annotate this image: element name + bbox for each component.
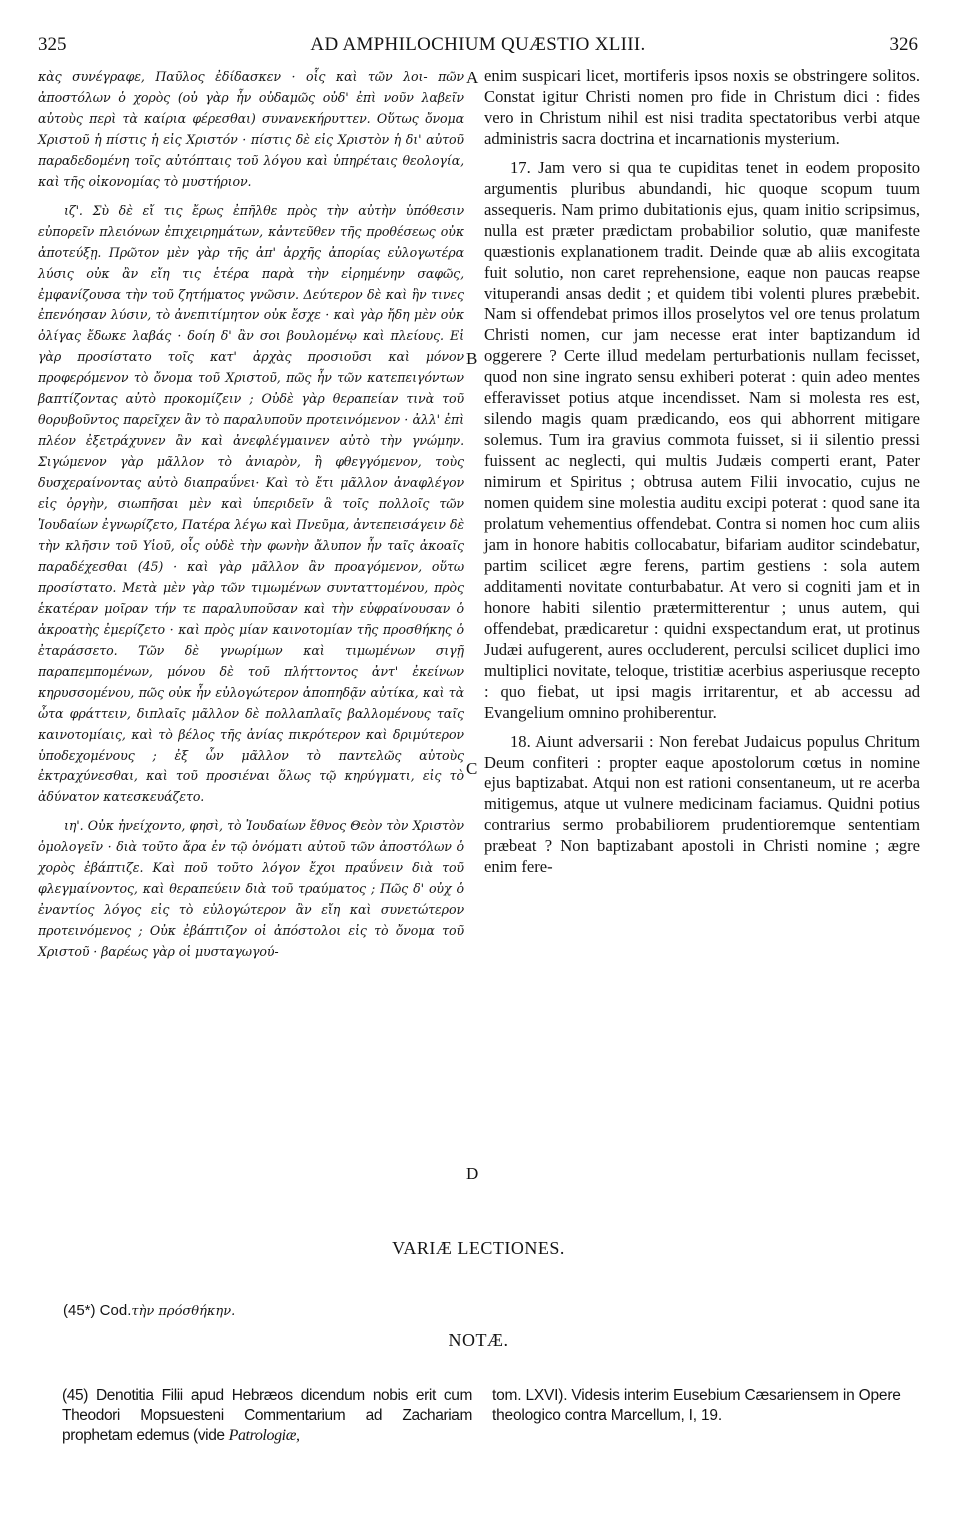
greek-section-number-17: ιζ'. [64, 202, 83, 218]
greek-paragraph-2-text: Σὺ δὲ εἴ τις ἔρως ἐπῆλθε πρὸς τὴν αὐτὴν ὑπόθεσιν εὐπορεῖν πλειόνων ἐπιχειρημάτων, κἀντεῦθεν τῆς προθέσεως οὐκ ἀποτεύξῃ. Πρῶτον μὲν γὰρ τῆς ἀπ' ἀρχῆς ἀπορίας εὐλογωτέρα λύσις οὐκ ἂν εἴη τις ἑτέρα παρὰ τὴν εἰρημένην σαφῶς, ἐμφανίζουσα τὴν τοῦ ζητήματος γνῶσιν. Δεύτερον δὲ καὶ ἣν τινες ἐπενόησαν λύσιν, τὸ ἀνεπιτίμητον οὐκ ἔσχε · καὶ γὰρ ἤδη μὲν οὐκ ὀλίγας ἔδωκε λαβάς · δοίη δ' ἂν σοι βουλομένῳ καὶ πλείους. Εἰ γὰρ προσίστατο τοῖς κατ' ἀρχὰς προσιοῦσι καὶ μόνον προφερόμενον τὸ ὄνομα τοῦ Χριστοῦ, πῶς ἦν τῶν κατεπειγόντων βαπτίζοντας αὐτὸ προκομίζειν ; Οὐδὲ γὰρ θεραπείαν τινὰ τοῦ θορυβοῦντος παρεῖχεν ἂν τὸ παραλυποῦν προτεινόμενον · ἀλλ' ἐπὶ πλέον ἐξετράχυνεν ἂν καὶ ἀνεφλέγμαινεν αὐτὸ τὴν γνώμην. Σιγώμενον γὰρ μᾶλλον τὸ ἀνιαρὸν, ἢ φθεγγόμενον, τοὺς δυσχεραίνοντας αὐτὸ διαπραΰνει· Καὶ τὸ ἔτι μᾶλλον ἀναφλέγον εἰς ὀργὴν, σιωπῆσαι μὲν καὶ ὑπεριδεῖν ἃ τοῖς πολλοῖς τῶν Ἰουδαίων ἐγνωρίζετο, Πατέρα λέγω καὶ Πνεῦμα, ἀντεπεισάγειν δὲ τὴν κλῆσιν τοῦ Υἱοῦ, οἷς οὐδὲ τὴν φωνὴν ἄλυπον ἦν ταῖς ἀκοαῖς παραδέχεσθαι (45) · καὶ γὰρ μᾶλλον ἂν προαγόμενον, οὕτω προσίστατο. Μετὰ μὲν γὰρ τῶν τιμωμένων συνταττομένου, πρὸς ἑκατέραν μοῖραν τήν τε παραλυποῦσαν καὶ τὴν εὐφραίνουσαν ὁ ἀκροατὴς ἐμερίζετο · καὶ πρὸς μίαν καινοτομίαν τῆς προσθήκης ὁ ἐταράσσετο. Τῶν δὲ γνωρίμων καὶ τιμωμένων σιγῇ παραπεμπομένων, μόνου δὲ τοῦ πλήττοντος ἀντ' ἐκείνων κηρυσσομένου, πῶς οὐκ ἦν εὐλογώτερον ἀποπηδᾷν αὐτίκα, καὶ τὰ ὦτα φράττειν, διπλαῖς μᾶλλον δὲ πολλαπλαῖς βαλλομένους ταῖς καινοτομίαις, καὶ τὸ βέλος τῆς ἀνίας πικρότερον καὶ δριμύτερον ὑποδεχομένους ; ἐξ ὧν μᾶλλον τὸ παντελῶς αὐτοὺς ἐκτραχύνεσθαι, καὶ τοῦ προσιέναι ὅλως τῷ κηρύγματι, εἰς τὸ ἀδύνατον κατεσκευάζετο. [38, 202, 465, 805]
greek-section-number-18: ιη'. [64, 818, 84, 834]
variant-greek-text: τὴν πρόσθήκην. [131, 1304, 236, 1319]
margin-letter-c: C [466, 759, 478, 778]
page-number-right: 326 [889, 34, 918, 55]
variae-lectiones-heading: VARIÆ LECTIONES. [392, 1238, 565, 1258]
note-45-italic: Patrologiæ, [228, 1427, 300, 1444]
running-title: AD AMPHILOCHIUM QUÆSTIO XLIII. [310, 34, 646, 55]
variant-reference: (45*) Cod. [63, 1302, 132, 1319]
latin-paragraph-3: 18. Aiunt adversarii : Non ferebat Judaicus populus Chritum Deum confiteri : propter eaque apostolorum cœtus in nomine ejus baptizabat. Atqui non est rationi consentaneum, ut re acerba mitigemus, atque ut vulnere medicinam faciamus. Quidni potius contrarius sermo probabiliorem prudentioremque sententiam præbeat ? Non baptizabant apostoli in Christi nomine ; ægre enim fere- [484, 731, 920, 877]
greek-paragraph-1: κὰς συνέγραφε, Παῦλος ἐδίδασκεν · οἷς καὶ τῶν λοι- πῶν ἀποστόλων ὁ χορὸς (οὐ γὰρ ἦν οὐδαμῶς οὐδ' ἐπὶ νοῦν λαβεῖν αὐτοὺς περὶ τὰ καίρια φέρεσθαι) συνανεκήρυττεν. Οὕτως ὄνομα Χριστοῦ ἡ πίστις ἡ εἰς Χριστόν · πίστις δὲ εἰς Χριστὸν ἡ δι' αὐτοῦ παραδεδομένη τοῖς αὐτόπταις τοῦ λόγου καὶ ὑπηρέταις θεολογία, καὶ τῆς οἰκονομίας τὸ μυστήριον. [38, 69, 464, 189]
variant-reading [63, 1302, 235, 1319]
note-45-text: (45) Denotitia Filii apud Hebræos dicendum nobis erit cum Theodori Mopsuesteni Commentarium ad Zachariam prophetam edemus (vide [62, 1387, 472, 1444]
latin-paragraph-2: 17. Jam vero si qua te cupiditas tenet in eodem proposito argumentis pluribus abundandi, hic quoque scopum tuum assequeris. Nam primo dubitationis ejus, quam initio scripsimus, nulla est præter prædictam probabilior solutio, quæ manifeste quæstionis explanationem tradit. Deinde quæ ab aliis excogitata fuit solutio, non caret reprehensione, eaque non paucas reapse vituperandi ansas dedit ; et quidem tibi volenti plures præbebit. Nam si offendebat primos illos proselytos vel ore tenus prolatum Christi nomen, cur jam necesse erat inter baptizandum id oggerere ? Certe illud medelam perturbationis nullam fecisset, quod non sine ingrato sensu exhiberi poterat : quin adeo mentes efferavisset potius atque incendisset. Nam si molesta res est, silendo magis quam prædicando, eos qui abhorrent mitigare solemus. Tum ira gravius commota fuisset, si ii silentio pressi fuissent ac neglecti, qui multis Judæis comperti erant, Pater nimirum et Spiritus ; obtrusa autem Filii invocatio, cujus ne nomen quidem sine molestia auditu excipi poterat : quod sane ita prolatum vehementius offendebat. Contra si nomen hoc cum aliis jam in honore habitis collocabatur, bifariam auditor scindebatur, partim scilicet ægre ferens, partim gestiens : sola autem additamenti novitate conturbabatur. At vero si cogniti jam et in honore habiti silentio prætermitterentur ; unus autem, qui offendebat, prædicaretur : quidni exspectandum erat, ut protinus Judæi aufugerent, aures occluderent, perculsi scilicet duplici imo multiplici novitate, teloque, tristitiæ acerbius asperiusque recepto : quo fiebat, ut ipsi magis irritarentur, et ab accessu ad Evangelium omnino prohiberentur. [484, 157, 920, 722]
notae-heading: NOTÆ. [448, 1330, 509, 1350]
greek-paragraph-3 [38, 816, 464, 963]
latin-paragraph-1: enim suspicari licet, mortiferis ipsos noxis se obstringere solitos. Constat igitur Christi nomen pro fide in Christum dici : fides vero in Christum nihil est nisi tradita spectatoribus verbi atque administris sacra doctrina et incarnationis mysterium. [484, 66, 920, 148]
greek-column [38, 67, 464, 963]
note-45-right: tom. LXVI). Videsis interim Eusebium Cæsariensem in Opere theologico contra Marcellum, I, 19. [492, 1387, 901, 1424]
margin-letter-a: A [466, 68, 479, 87]
margin-letter-b: B [466, 349, 478, 368]
latin-column [484, 66, 920, 878]
page-number-left: 325 [38, 34, 67, 55]
note-45-left [62, 1386, 472, 1446]
greek-paragraph-3-text: Οὐκ ἠνείχοντο, φησὶ, τὸ Ἰουδαίων ἔθνος Θεὸν τὸν Χριστὸν ὁμολογεῖν · διὰ τοῦτο ἄρα ἐν τῷ ὀνόματι αὐτοῦ τῶν ἀποστόλων ὁ χορὸς ἐβάπτιζε. Καὶ ποῦ τοῦτο λόγον ἔχοι πραΰνειν διὰ τοῦ φλεγμαίνοντος, καὶ θεραπεύειν διὰ τοῦ τραύματος ; Πῶς δ' οὐχ ὁ ἐναντίος λόγος εἰς τὸ εὐλογώτερον ἂν εἴη καὶ συνετώτερον προτεινόμενος ; Οὐκ ἐβάπτιζον οἱ ἀπόστολοι εἰς τὸ ὄνομα τοῦ Χριστοῦ · βαρέως γὰρ οἱ μυσταγωγού- [38, 818, 464, 960]
greek-paragraph-2 [38, 201, 464, 809]
margin-letter-d: D [466, 1164, 479, 1183]
running-header [38, 34, 918, 60]
